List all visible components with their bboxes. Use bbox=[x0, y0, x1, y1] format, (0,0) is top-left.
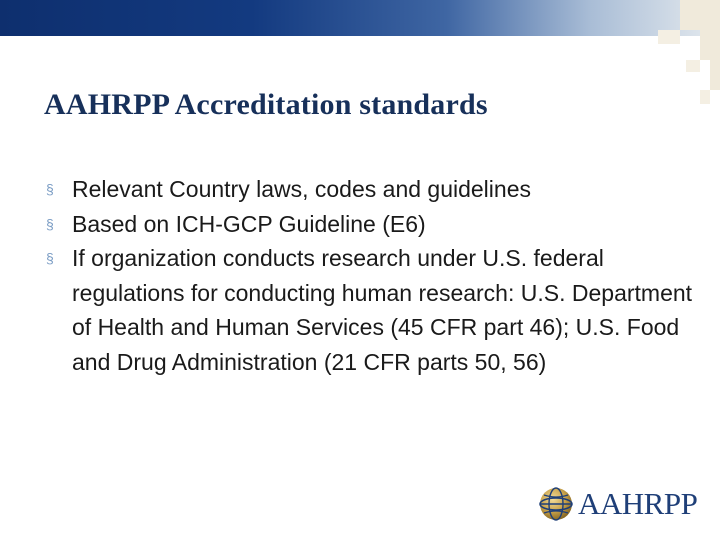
bullet-marker-icon: § bbox=[46, 250, 54, 266]
bullet-marker-icon: § bbox=[46, 181, 54, 197]
bullet-list bbox=[46, 172, 696, 379]
bullet-text: Based on ICH-GCP Guideline (E6) bbox=[72, 210, 426, 237]
aahrpp-logo bbox=[538, 484, 697, 524]
bullet-text: Relevant Country laws, codes and guidelines bbox=[72, 176, 531, 202]
bullet-item bbox=[46, 241, 696, 379]
logo-text: AAHRPP bbox=[578, 486, 698, 521]
bullet-item bbox=[46, 207, 696, 242]
bullet-text: If organization conducts research under U.S. federal regulations for conducting human research: U.S. Department of Health and Human Services (45 CFR part 46); U.S. Food and Drug Administration (21 CFR parts 50, 56) bbox=[72, 245, 693, 375]
slide-title: AAHRPP Accreditation standards bbox=[44, 88, 488, 121]
bullet-marker-icon: § bbox=[46, 215, 54, 232]
globe-icon bbox=[538, 486, 574, 522]
bullet-item bbox=[46, 172, 696, 207]
staircase-decoration bbox=[550, 0, 720, 120]
